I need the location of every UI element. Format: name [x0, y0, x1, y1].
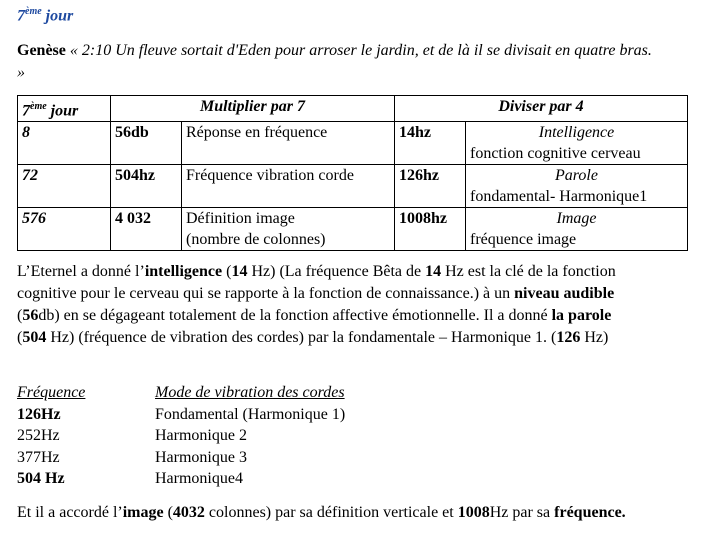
table-row [18, 122, 688, 165]
cell-div: 1008hz [395, 208, 466, 251]
mode-value: Harmonique4 [155, 470, 243, 487]
table-row [18, 165, 688, 208]
cell-mult: 56db [111, 122, 182, 165]
header-mode: Mode de vibration des cordes [155, 384, 345, 401]
cell-mult: 504hz [111, 165, 182, 208]
frequency-value: 504 Hz [17, 470, 65, 487]
header-multiply: Multiplier par 7 [111, 96, 395, 122]
cell-day: 8 [18, 122, 111, 165]
cell-day: 72 [18, 165, 111, 208]
header-day: 7ème jour [18, 96, 111, 122]
numbers-table [17, 95, 688, 251]
paragraph-intelligence: L’Eternel a donné l’intelligence (14 Hz) (La fréquence Bêta de 14 Hz est la clé de la fonction cognitive pour le cerveau qui se rapporte à la fonction de connaissance.) à un niveau audible (56db) en se dégageant totalement de la fonction affective émotionnelle. Il a donné la parole (504 Hz) (fréquence de vibration des cordes) par la fondamentale – Harmonique 1. (126 Hz) [17, 263, 616, 346]
paragraph-image: Et il a accordé l’image (4032 colonnes) par sa définition verticale et 1008Hz par sa fréquence. [17, 504, 626, 521]
cell-day: 576 [18, 208, 111, 251]
verse-text: « 2:10 Un fleuve sortait d'Eden pour arroser le jardin, et de là il se divisait en quatre bras. » [17, 42, 652, 81]
frequency-value: 126Hz [17, 405, 61, 423]
table-header-row [18, 96, 688, 122]
cell-note: Parole fondamental- Harmonique1 [466, 165, 688, 208]
cell-desc: Réponse en fréquence [182, 122, 395, 165]
cell-desc: Définition image (nombre de colonnes) [182, 208, 395, 251]
cell-mult: 4 032 [111, 208, 182, 251]
mode-value: Harmonique 3 [155, 448, 247, 466]
cell-note: Image fréquence image [466, 208, 688, 251]
genesis-verse [17, 40, 657, 84]
cell-desc: Fréquence vibration corde [182, 165, 395, 208]
day-title: 7ème jour [17, 6, 74, 25]
mode-value: Fondamental (Harmonique 1) [155, 405, 346, 423]
frequency-value: 377Hz [17, 448, 60, 466]
cell-div: 14hz [395, 122, 466, 165]
frequency-value: 252Hz [17, 427, 60, 444]
mode-value: Harmonique 2 [155, 427, 247, 444]
verse-book: Genèse [17, 42, 66, 59]
table-row [18, 208, 688, 251]
header-divide: Diviser par 4 [395, 96, 688, 122]
cell-div: 126hz [395, 165, 466, 208]
header-frequency: Fréquence [17, 384, 86, 401]
cell-note: Intelligence fonction cognitive cerveau [466, 122, 688, 165]
